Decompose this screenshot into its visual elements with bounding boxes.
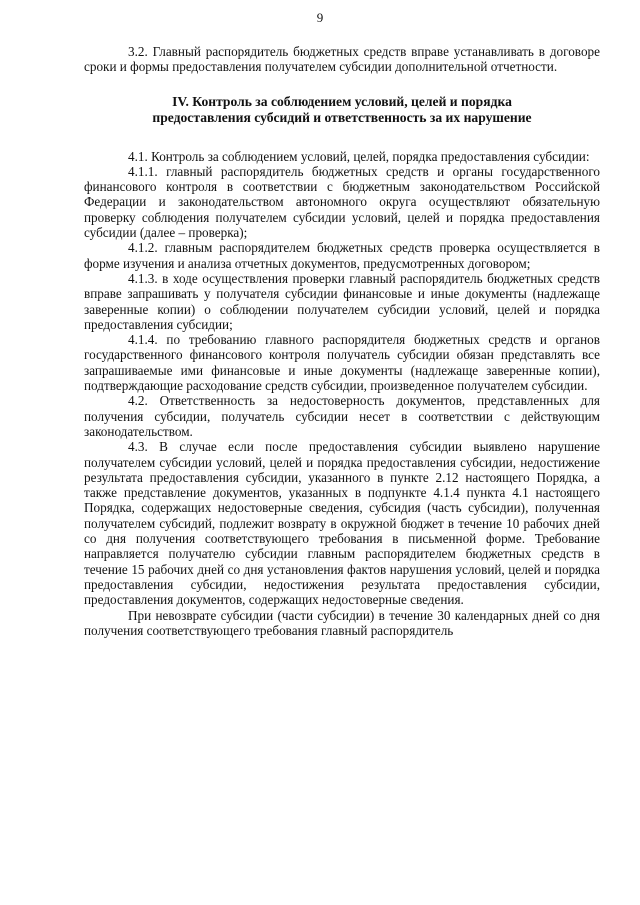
document-body <box>84 44 600 638</box>
paragraph-4-1-4: 4.1.4. по требованию главного распорядителя бюджетных средств и органов государственного финансового контроля получатель субсидии обязан представлять все запрашиваемые ими финансовые и иные документы (надлежаще заверенные копии), подтверждающие расходование средств субсидии, произведенное получателем субсидии. <box>84 332 600 394</box>
paragraph-3-2: 3.2. Главный распорядитель бюджетных средств вправе устанавливать в договоре сроки и формы предоставления получателем субсидии дополнительной отчетности. <box>84 44 600 75</box>
page-number: 9 <box>316 10 324 25</box>
section-heading-line-2: предоставления субсидий и ответственность за их нарушение <box>152 109 532 125</box>
paragraph-4-3: 4.3. В случае если после предоставления субсидии выявлено нарушение получателем субсидии условий, целей и порядка предоставления субсидии, недостижение результата предоставления субсидии, указанного в пункте 2.12 настоящего Порядка, а также представление документов, указанных в подпункте 4.1.4 пункта 4.1 настоящего Порядка, содержащих недостоверные сведения, субсидия (часть субсидии), полученная получателем субсидий, подлежит возврату в окружной бюджет в течение 10 рабочих дней со дня получения соответствующего требования в письменной форме. Требование направляется получателю субсидии главным распорядителем бюджетных средств в течение 15 рабочих дней со дня установления фактов нарушения условий, целей и порядка предоставления субсидии, недостижения результата предоставления субсидии, предоставления документов, содержащих недостоверные сведения. <box>84 439 600 608</box>
paragraph-non-return: При невозврате субсидии (части субсидии) в течение 30 календарных дней со дня получения соответствующего требования главный распорядитель <box>84 607 600 638</box>
paragraph-4-1: 4.1. Контроль за соблюдением условий, целей, порядка предоставления субсидии: <box>128 148 590 164</box>
paragraph-4-1-1: 4.1.1. главный распорядитель бюджетных средств и органы государственного финансового контроля в соответствии с бюджетным законодательством Российской Федерации и законодательством автономного округа осуществляют обязательную проверку соблюдения получателем субсидии условий, целей и порядка предоставления субсидии (далее – проверка); <box>84 163 600 241</box>
paragraph-4-2: 4.2. Ответственность за недостоверность документов, представленных для получения субсидии, получатель субсидии несет в соответствии с действующим законодательством. <box>84 393 600 439</box>
paragraph-4-1-2: 4.1.2. главным распорядителем бюджетных средств проверка осуществляется в форме изучения и анализа отчетных документов, предусмотренных договором; <box>84 240 600 271</box>
section-heading-line-1: IV. Контроль за соблюдением условий, целей и порядка <box>172 93 512 109</box>
paragraph-4-1-3: 4.1.3. в ходе осуществления проверки главный распорядитель бюджетных средств вправе запрашивать у получателя субсидии финансовые и иные документы (надлежаще заверенные копии) о соблюдении получателем субсидии условий, целей и порядка предоставления субсидии; <box>84 270 600 332</box>
section-heading <box>84 94 600 126</box>
